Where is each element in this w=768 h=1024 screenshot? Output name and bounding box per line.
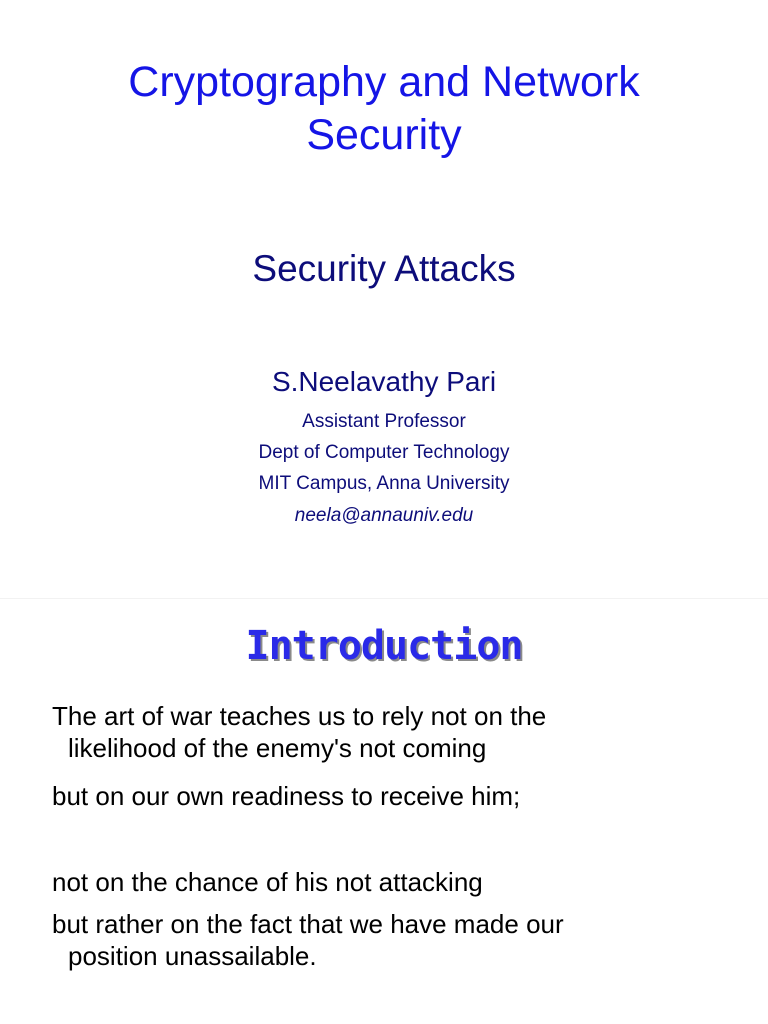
author-department: Dept of Computer Technology: [258, 442, 510, 463]
quote-line: position unassailable.: [68, 941, 317, 971]
author-name: S.Neelavathy Pari: [271, 366, 497, 397]
quote-paragraph-4: [52, 908, 742, 972]
title-line-1: Cryptography and Network: [128, 58, 640, 106]
quote-line: not on the chance of his not attacking: [52, 867, 483, 897]
quote-line: but rather on the fact that we have made our: [52, 909, 564, 939]
quote-line: likelihood of the enemy's not coming: [68, 733, 487, 763]
quote-line: but on our own readiness to receive him;: [52, 781, 521, 811]
introduction-heading: Introduction: [245, 623, 523, 669]
quote-paragraph-1: [52, 700, 742, 764]
quote-paragraph-3: [52, 866, 742, 898]
quote-line: The art of war teaches us to rely not on the: [52, 701, 547, 731]
author-campus: MIT Campus, Anna University: [258, 473, 510, 494]
presentation-subtitle: Security Attacks: [252, 248, 516, 289]
introduction-slide: [0, 600, 768, 1024]
author-email: neela@annauniv.edu: [294, 505, 474, 526]
author-role: Assistant Professor: [302, 411, 466, 432]
title-line-2: Security: [306, 111, 462, 159]
slide-divider: [0, 598, 768, 599]
presentation-title: [0, 56, 768, 162]
quote-paragraph-2: [52, 780, 742, 812]
